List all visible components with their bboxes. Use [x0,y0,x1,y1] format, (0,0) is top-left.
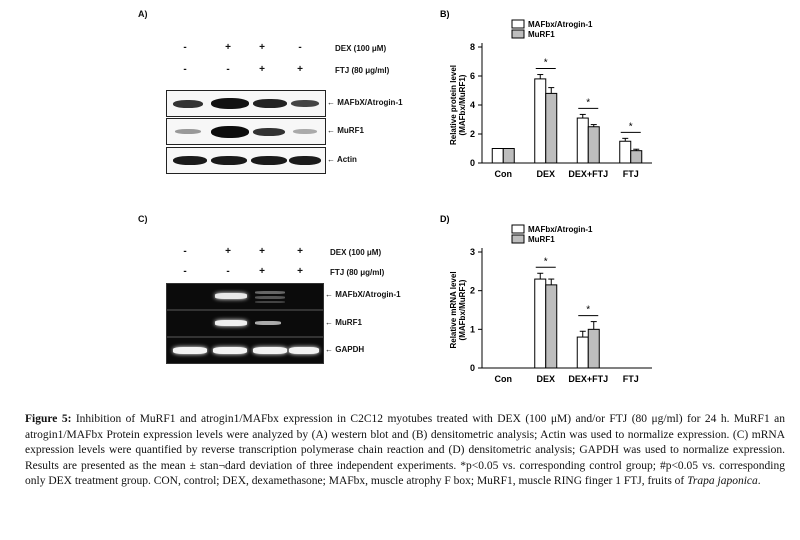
significance-mark: * [543,256,548,268]
panel-c-ftj-condition: FTJ (80 μg/ml) [330,268,385,277]
legend-swatch [512,20,524,28]
x-tick-label: FTJ [622,374,639,384]
panel-c-dex-sign: + [225,246,231,257]
legend-label: MuRF1 [528,235,555,244]
legend-swatch [512,225,524,233]
panel-a-ftj-condition: FTJ (80 μg/ml) [335,66,390,75]
x-tick-label: FTJ [622,169,639,179]
panel-c-dex-sign: + [297,246,303,257]
legend-swatch [512,235,524,243]
bar [631,151,642,163]
panel-a-ftj-sign: + [259,64,265,75]
panel-c-label: C) [138,214,148,224]
y-tick-label: 1 [469,324,475,335]
significance-mark: * [543,57,548,69]
chart-panel-d [430,210,660,395]
bar [546,93,557,163]
panel-a-dex-condition: DEX (100 μM) [335,44,387,53]
y-tick-label: 0 [469,363,475,373]
x-tick-label: Con [494,169,512,179]
band-label-murf1: ← MuRF1 [327,126,364,135]
x-tick-label: DEX+FTJ [568,169,609,179]
caption-species: Trapa japonica [687,475,758,488]
legend-swatch [512,30,524,38]
band-label-gapdh: ← GAPDH [325,345,365,354]
panel-a-dex-sign: - [298,42,302,53]
bar [588,127,599,163]
panel-c-ftj-sign: + [259,266,265,277]
band-label-mafbx-mrna: ← MAFbX/Atrogin-1 [325,290,401,299]
bar [492,149,503,164]
legend-label: MAFbx/Atrogin-1 [528,20,593,29]
y-tick-label: 3 [469,247,475,257]
panel-a-dex-sign: + [225,42,231,53]
y-tick-label: 8 [469,42,475,52]
panel-a-ftj-sign: + [297,64,303,75]
panel-a-ftj-sign: - [226,64,230,75]
panel-a-label: A) [138,9,148,19]
bar [620,141,631,163]
y-axis-label: Relative mRNA level(MAFbx/MuRF1) [449,271,467,349]
x-tick-label: DEX [536,374,556,384]
x-tick-label: DEX+FTJ [568,374,609,384]
y-tick-label: 2 [469,285,475,296]
caption-label: Figure 5: [25,413,72,425]
band-label-actin: ← Actin [327,155,357,164]
panel-label: B) [440,9,450,19]
panel-a-dex-sign: + [259,42,265,53]
legend-label: MuRF1 [528,30,555,39]
y-tick-label: 0 [469,158,475,168]
panel-c-dex-sign: + [259,246,265,257]
bar [577,337,588,368]
caption-end: . [757,475,761,488]
band-label-murf1-mrna: ← MuRF1 [325,318,362,327]
x-tick-label: DEX [536,169,556,179]
bar [577,118,588,163]
significance-mark: * [628,121,633,133]
chart-panel-b [430,5,660,190]
panel-a-dex-sign: - [183,42,187,53]
panel-c-dex-condition: DEX (100 μM) [330,248,382,257]
x-tick-label: Con [494,374,512,384]
bar [535,279,546,368]
caption-text: Inhibition of MuRF1 and atrogin1/MAFbx expression in C2C12 myotubes treated with DEX (100 μM) and/or FTJ (80 μg/ml) for 24 h. MuRF1 an atrogin1/MAFbx Protein expression levels were analyzed by (A) western blot and (B) densitometric analysis; Actin was used to normalize expression. (C) mRNA expression levels were quantified by reverse transcription polymerase chain reaction and (D) densitometric analysis; GAPDH was used to normalize expression. Results are presented as the mean ± stan¬dard deviation of three independent experiments. *p<0.05 vs. corresponding control group; #p<0.05 vs. corresponding only DEX treatment group. CON, control; DEX, dexamethasone; MAFbx, muscle atrophy F box; MuRF1, muscle RING finger 1 FTJ, fruits of [25,413,785,488]
pcr-gel-gapdh [166,337,324,364]
y-tick-label: 6 [469,71,475,81]
western-blot-actin [166,147,326,174]
western-blot-murf1 [166,118,326,145]
y-tick-label: 2 [469,129,475,139]
panel-label: D) [440,214,450,224]
western-blot-mafbx [166,90,326,117]
bar [546,285,557,368]
band-label-mafbx: ← MAFbX/Atrogin-1 [327,98,403,107]
bar [503,149,514,164]
figure-caption [25,412,785,490]
panel-c-ftj-sign: - [183,266,187,277]
panel-c-dex-sign: - [183,246,187,257]
significance-mark: * [586,97,591,109]
bar [535,79,546,163]
panel-a-ftj-sign: - [183,64,187,75]
bar [588,329,599,368]
legend-label: MAFbx/Atrogin-1 [528,225,593,234]
panel-c-ftj-sign: - [226,266,230,277]
y-axis-label: Relative protein level(MAFbx/MuRF1) [449,64,467,146]
pcr-gel-mafbx [166,283,324,310]
significance-mark: * [586,304,591,316]
pcr-gel-murf1 [166,310,324,337]
y-tick-label: 4 [469,100,475,110]
panel-c-ftj-sign: + [297,266,303,277]
